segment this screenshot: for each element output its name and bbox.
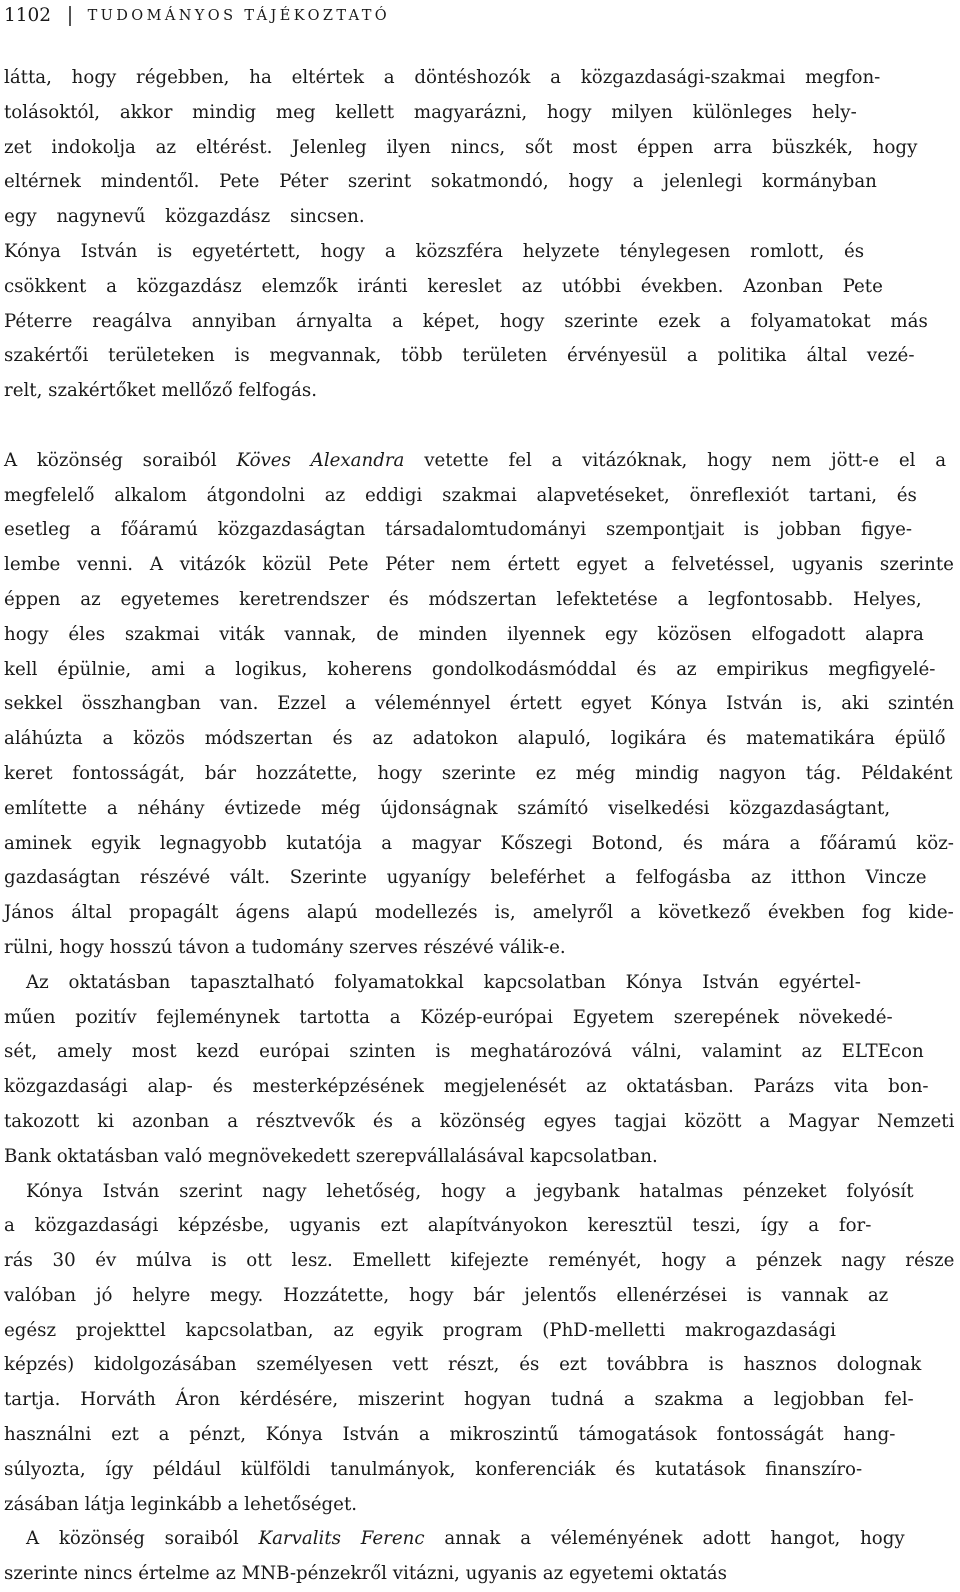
journal-title: TUDOMÁNYOS TÁJÉKOZTATÓ	[87, 8, 391, 24]
line-text: kell épülnie, ami a logikus, koherens gondolkodásmóddal és az empirikus megfigyelé-	[4, 658, 936, 680]
text-line	[4, 1001, 954, 1036]
line-text: szakértői területeken is megvannak, több területen érvényesül a politika által vezé-	[4, 345, 915, 367]
line-text: János által propagált ágens alapú modellezés is, amelyről a következő években fog kide-	[4, 902, 954, 924]
page-header	[4, 4, 390, 28]
line-text: Péterre reagálva annyiban árnyalta a képet, hogy szerinte ezek a folyamatokat más	[4, 310, 928, 332]
text-line	[4, 1383, 954, 1418]
text-line	[4, 1557, 954, 1592]
text-line	[4, 1209, 954, 1244]
line-text: műen pozitív fejleménynek tartotta a Közép-európai Egyetem szerepének növekedé-	[4, 1006, 893, 1028]
line-text: sekkel összhangban van. Ezzel a véleménnyel értett egyet Kónya István is, aki szintén	[4, 693, 955, 715]
text-line	[4, 1070, 954, 1105]
line-text: a közgazdasági képzésbe, ugyanis ezt alapítványokon keresztül teszi, így a for-	[4, 1215, 872, 1237]
text-line	[4, 687, 954, 722]
line-text: rás 30 év múlva is ott lesz. Emellett kifejezte reményét, hogy a pénzek nagy része	[4, 1250, 955, 1272]
line-text: lembe venni. A vitázók közül Pete Péter nem értett egyet a felvetéssel, ugyanis szerinte	[4, 554, 954, 576]
line-text: tartja. Horváth Áron kérdésére, miszerint hogyan tudná a szakma a legjobban fel-	[4, 1389, 914, 1411]
text-line	[4, 722, 954, 757]
text-line	[4, 131, 954, 166]
line-text: aláhúzta a közös módszertan és az adatokon alapuló, logikára és matematikára épülő	[4, 728, 946, 750]
line-text: közgazdasági alap- és mesterképzésének megjelenését az oktatásban. Parázs vita bon-	[4, 1076, 929, 1098]
text-line	[4, 479, 954, 514]
text-line	[4, 583, 954, 618]
line-text: Bank oktatásban való megnövekedett szerepvállalásával kapcsolatban.	[4, 1145, 658, 1167]
text-line	[4, 374, 954, 409]
text-line	[4, 61, 954, 96]
line-text: egész projekttel kapcsolatban, az egyik program (PhD-melletti makrogazdasági	[4, 1319, 836, 1341]
text-line	[4, 792, 954, 827]
text-line	[4, 1035, 954, 1070]
text-line	[4, 896, 954, 931]
line-text: hogy éles szakmai viták vannak, de minden ilyennek egy közösen elfogadott alapra	[4, 623, 924, 645]
text-line	[4, 1348, 954, 1383]
line-text-continued: vetette fel a vitázóknak, hogy nem jött-e el a	[404, 449, 947, 471]
text-line	[4, 339, 954, 374]
text-line	[4, 96, 954, 131]
speaker-name: Karvalits Ferenc	[258, 1528, 425, 1550]
line-text: használni ezt a pénzt, Kónya István a mikroszintű támogatások fontosságát hang-	[4, 1424, 896, 1446]
line-text: Kónya István is egyetértett, hogy a közszféra helyzete ténylegesen romlott, és	[4, 240, 865, 262]
text-line	[4, 165, 954, 200]
speaker-name: Köves Alexandra	[236, 449, 405, 471]
text-line	[4, 513, 954, 548]
line-text: sét, amely most kezd európai szinten is meghatározóvá válni, valamint az ELTEcon	[4, 1041, 924, 1063]
text-line	[4, 305, 954, 340]
text-line	[4, 548, 954, 583]
line-text: rülni, hogy hosszú távon a tudomány szerves részévé válik-e.	[4, 936, 566, 958]
text-line	[4, 200, 954, 235]
header-divider	[69, 6, 71, 26]
line-text: Az oktatásban tapasztalható folyamatokkal kapcsolatban Kónya István egyértel-	[26, 971, 861, 993]
line-text: eltérnek mindentől. Pete Péter szerint sokatmondó, hogy a jelenlegi kormányban	[4, 171, 877, 193]
line-text: gazdaságtan részévé vált. Szerinte ugyanígy beleférhet a felfogásba az itthon Vincze	[4, 867, 927, 889]
text-line	[4, 1279, 954, 1314]
text-line	[4, 861, 954, 896]
line-text: csökkent a közgazdász elemzők iránti kereslet az utóbbi években. Azonban Pete	[4, 275, 883, 297]
page-number: 1102	[4, 5, 52, 26]
line-text: aminek egyik legnagyobb kutatója a magyar Kőszegi Botond, és mára a főáramú köz-	[4, 832, 954, 854]
line-text: valóban jó helyre megy. Hozzátette, hogy bár jelentős ellenérzései is vannak az	[4, 1284, 889, 1306]
line-text: Kónya István szerint nagy lehetőség, hogy a jegybank hatalmas pénzeket folyósít	[26, 1180, 914, 1202]
text-line	[4, 235, 954, 270]
line-text: takozott ki azonban a résztvevők és a közönség egyes tagjai között a Magyar Nemzeti	[4, 1110, 955, 1132]
article-body	[4, 61, 954, 1592]
text-line	[4, 827, 954, 862]
text-line	[4, 1175, 954, 1210]
line-text: A közönség soraiból	[4, 449, 237, 471]
line-text-continued: annak a véleményének adott hangot, hogy	[424, 1528, 905, 1550]
text-line	[4, 618, 954, 653]
text-line	[4, 444, 954, 479]
line-text: éppen az egyetemes keretrendszer és módszertan lefektetése a legfontosabb. Helyes,	[4, 588, 922, 610]
text-line	[4, 1488, 954, 1523]
text-line	[4, 757, 954, 792]
line-text: zásában látja leginkább a lehetőséget.	[4, 1493, 358, 1515]
line-text: megfelelő alkalom átgondolni az eddigi szakmai alapvetéseket, önreflexiót tartani, és	[4, 484, 917, 506]
text-line	[4, 653, 954, 688]
text-line	[4, 1105, 954, 1140]
line-text: szerinte nincs értelme az MNB-pénzekről vitázni, ugyanis az egyetemi oktatás	[4, 1563, 727, 1585]
text-line	[4, 1522, 954, 1557]
line-text: esetleg a főáramú közgazdaságtan társadalomtudományi szempontjait is jobban figye-	[4, 519, 913, 541]
text-line	[4, 270, 954, 305]
line-text: zet indokolja az eltérést. Jelenleg ilyen nincs, sőt most éppen arra büszkék, hogy	[4, 136, 918, 158]
text-line	[4, 1453, 954, 1488]
line-text: egy nagynevű közgazdász sincsen.	[4, 206, 365, 228]
line-text: tolásoktól, akkor mindig meg kellett magyarázni, hogy milyen különleges hely-	[4, 101, 857, 123]
text-line	[4, 1140, 954, 1175]
line-text: súlyozta, így például külföldi tanulmányok, konferenciák és kutatások finanszíro-	[4, 1458, 863, 1480]
line-text: A közönség soraiból	[26, 1528, 259, 1550]
line-text: relt, szakértőket mellőző felfogás.	[4, 380, 318, 402]
text-line	[4, 931, 954, 966]
text-line	[4, 1244, 954, 1279]
text-line	[4, 1314, 954, 1349]
text-line	[4, 966, 954, 1001]
line-text: említette a néhány évtizede még újdonságnak számító viselkedési közgazdaságtant,	[4, 797, 891, 819]
line-text: látta, hogy régebben, ha eltértek a döntéshozók a közgazdasági-szakmai megfon-	[4, 67, 881, 88]
paragraph-gap	[4, 409, 954, 444]
text-line	[4, 1418, 954, 1453]
line-text: képzés) kidolgozásában személyesen vett részt, és ezt továbbra is hasznos dolognak	[4, 1354, 922, 1376]
line-text: keret fontosságát, bár hozzátette, hogy szerinte ez még mindig nagyon tág. Példaként	[4, 762, 953, 784]
